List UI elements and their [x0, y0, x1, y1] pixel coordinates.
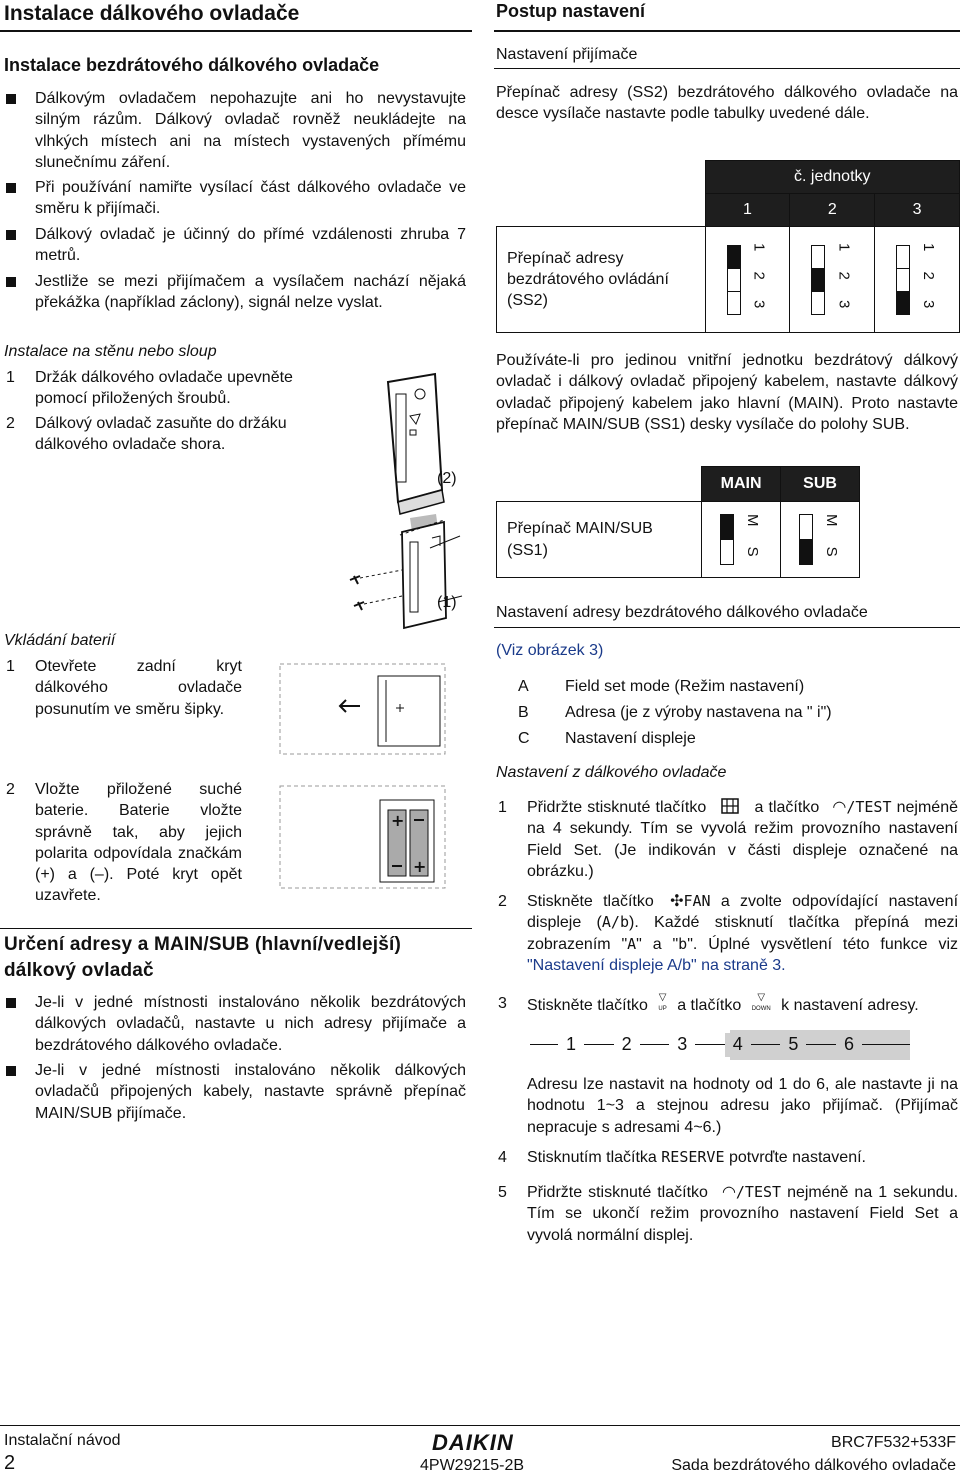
wall-step — [6, 413, 326, 456]
bullet-square-icon — [6, 230, 16, 240]
switch-cell — [875, 227, 960, 333]
bullet-text: Při používání namiřte vysílací část dálkového ovladače ve směru k přijímači. — [35, 179, 466, 218]
remote-step — [498, 797, 958, 882]
address-switch-label: Přepínač adresy bezdrátového ovládání (SS2) — [497, 227, 706, 333]
step-number: 1 — [6, 369, 15, 386]
step-text: Stisknutím tlačítka — [527, 1149, 657, 1166]
bullet-text: Jestliže se mezi přijímačem a vysílačem nachází nějaká překážka (například záclony), signál nelze vyslat. — [35, 273, 466, 312]
unit-number-header: č. jednotky — [705, 161, 959, 194]
step-text: a zvolte odpovídající nastavení displeje ( — [527, 893, 959, 932]
step-text: k nastavení adresy. — [781, 997, 919, 1014]
step-text: Přidržte stisknuté tlačítko — [527, 1184, 708, 1201]
fan-icon: ✣ — [670, 893, 684, 910]
inspection-icon: ◠ — [832, 799, 847, 816]
bullet-square-icon — [6, 94, 16, 104]
step-text: Stiskněte tlačítko — [527, 997, 648, 1014]
figure-label-2: (2) — [437, 470, 457, 487]
step-text: Držák dálkového ovladače upevněte pomocí přiložených šroubů. — [35, 369, 293, 408]
step-text: nejméně na 4 sekundy. Tím se vyvolá režim provozního nastavení Field Set. (Je indikován v části displeje označené na obrázku.) — [527, 799, 958, 880]
footer-doc-code: 4PW29215-2B — [420, 1457, 525, 1474]
down-button-icon: ▽ DOWN — [751, 992, 771, 1012]
reserve-button-label: RESERVE — [661, 1148, 725, 1166]
remote-step — [498, 891, 958, 976]
bullet-item — [6, 224, 466, 267]
main-col-header: MAIN — [702, 467, 781, 502]
address-section-title: Určení adresy a MAIN/SUB (hlavní/vedlejší) dálkový ovladač — [4, 934, 401, 981]
bullet-text: Je-li v jedné místnosti instalováno několik bezdrátových dálkových ovladačů, nastavte u nich adresy přijímače a bezdrátového dálkového ovladače. — [35, 994, 466, 1054]
sub-col-header: SUB — [781, 467, 860, 502]
remote-address-title: Nastavení adresy bezdrátového dálkového ovladače — [496, 604, 868, 621]
address-value: 5 — [780, 1033, 806, 1057]
unit-col-2: 2 — [790, 194, 875, 227]
legend-value: Nastavení displeje — [565, 730, 696, 747]
address-value: 6 — [836, 1033, 862, 1057]
switch-position-labels: M S — [823, 514, 840, 565]
main-sub-switch-table — [496, 466, 860, 578]
legend-item — [518, 702, 832, 723]
bullet-item — [6, 992, 466, 1056]
inspection-icon: ◠ — [721, 1184, 736, 1201]
switch-position-labels: M S — [744, 514, 762, 565]
unit-col-1: 1 — [705, 194, 790, 227]
step-number: 2 — [498, 893, 507, 910]
address-note: Adresu lze nastavit na hodnoty od 1 do 6, ale nastavte ji na hodnotu 1~3 a stejnou adresu jako přijímač. (Přijímač nepracuje s adresami 4~6.) — [527, 1076, 958, 1136]
step-number: 4 — [498, 1149, 507, 1166]
section-title-wireless-install: Instalace bezdrátového dálkového ovladače — [4, 55, 380, 75]
legend-value: Adresa (je z výroby nastavena na " i") — [565, 704, 832, 721]
wall-step — [6, 367, 326, 410]
legend-key: C — [518, 730, 530, 747]
step-text: ". Úplné vysvětlení této funkce viz — [687, 935, 958, 953]
step-text: Stiskněte tlačítko — [527, 893, 654, 910]
bullet-item — [6, 271, 466, 314]
grid-button-icon — [721, 798, 739, 814]
left-header-rule — [0, 30, 472, 32]
fan-button-label: FAN — [683, 892, 711, 910]
battery-title: Vkládání baterií — [4, 632, 116, 649]
step-text: Přidržte stisknuté tlačítko — [527, 799, 707, 816]
display-code: b — [678, 934, 688, 953]
wall-install-title: Instalace na stěnu nebo sloup — [4, 343, 217, 360]
dip-switch-icon — [727, 245, 741, 315]
bullet-square-icon — [6, 277, 16, 287]
switch-position-labels: 1 2 3 — [920, 242, 938, 317]
battery-step — [6, 656, 242, 720]
step-text: a tlačítko — [754, 799, 820, 816]
bullet-item — [6, 177, 466, 220]
switch-cell — [702, 502, 781, 578]
legend-value: Field set mode (Režim nastavení) — [565, 678, 805, 695]
step-text: ). Každé stisknutí tlačítka přepíná mezi zobrazením " — [527, 914, 959, 953]
legend-item — [518, 728, 696, 749]
bullet-square-icon — [6, 998, 16, 1008]
up-button-icon: ▽ UP — [658, 992, 667, 1012]
step-text: Dálkový ovladač zasuňte do držáku dálkového ovladače shora. — [35, 415, 287, 454]
right-header-rule — [494, 30, 960, 32]
main-sub-switch-label: Přepínač MAIN/SUB (SS1) — [497, 502, 702, 578]
address-value: 3 — [669, 1033, 695, 1057]
step-number: 1 — [6, 658, 15, 675]
display-code: A/b — [601, 913, 629, 932]
receiver-text: Přepínač adresy (SS2) bezdrátového dálkového ovladače na desce vysílače nastavte podle tabulky uvedené dále. — [496, 84, 958, 123]
footer-doc-title: Instalační návod — [4, 1432, 121, 1449]
step-text: nejméně na 1 sekundu. Tím se ukončí režim provozního nastavení Field Set a vyvolá normální displej. — [527, 1184, 959, 1244]
remote-step — [498, 993, 958, 1016]
see-figure-link[interactable]: (Viz obrázek 3) — [496, 642, 604, 659]
receiver-title-rule — [494, 68, 960, 69]
right-header-title: Postup nastavení — [496, 1, 646, 21]
switch-position-labels: 1 2 3 — [750, 242, 768, 317]
remote-address-rule — [494, 627, 960, 628]
dip-switch-icon — [896, 245, 910, 315]
address-switch-table — [496, 160, 960, 333]
step-text: Vložte přiložené suché baterie. Baterie vložte správně tak, aby jejich polarita odpovídala značkám (+) a (–). Poté kryt opět uzavřete. — [35, 781, 242, 905]
display-code: A — [627, 934, 637, 953]
step-text: " a " — [636, 935, 679, 953]
bullet-square-icon — [6, 1066, 16, 1076]
legend-item — [518, 676, 804, 697]
test-button-label: /TEST — [846, 798, 892, 816]
unit-col-3: 3 — [875, 194, 960, 227]
step-number: 2 — [6, 781, 15, 798]
switch-position-labels: 1 2 3 — [835, 242, 853, 317]
battery-cover-drawing — [270, 650, 460, 910]
battery-step — [6, 779, 242, 907]
footer-page-number: 2 — [4, 1452, 16, 1474]
step-text: a tlačítko — [677, 997, 742, 1014]
step-number: 5 — [498, 1184, 507, 1201]
figure-label-1: (1) — [437, 594, 457, 611]
bullet-text: Dálkovým ovladačem nepohazujte ani ho nevystavujte silným rázům. Dálkový ovladač rovněž neukládejte na vlhkých místech ani na místech vystavených přímému slunečnímu záření. — [35, 90, 466, 171]
main-sub-switch-icon — [720, 514, 734, 565]
step-text: potvrďte nastavení. — [728, 1149, 866, 1166]
svg-text:+: + — [413, 857, 427, 876]
remote-step — [498, 1182, 958, 1246]
from-remote-title: Nastavení z dálkového ovladače — [496, 764, 727, 781]
footer-product: Sada bezdrátového dálkového ovladače — [671, 1457, 956, 1474]
legend-key: A — [518, 678, 529, 695]
footer-model: BRC7F532+533F — [831, 1434, 956, 1451]
switch-cell — [781, 502, 860, 578]
switch-cell — [705, 227, 790, 333]
display-setting-link[interactable]: "Nastavení displeje A/b" na straně 3. — [527, 956, 786, 974]
address-title-rule — [0, 928, 472, 929]
bullet-text: Je-li v jedné místnosti instalováno několik dálkových ovladačů připojených kabely, nastavte správně přepínač MAIN/SUB přijímače. — [35, 1062, 466, 1122]
left-header-title: Instalace dálkového ovladače — [4, 2, 300, 25]
svg-text:+: + — [391, 811, 405, 830]
address-sequence — [530, 1030, 910, 1060]
bullet-text: Dálkový ovladač je účinný do přímé vzdálenosti zhruba 7 metrů. — [35, 226, 466, 265]
main-sub-switch-icon — [799, 514, 813, 565]
footer-rule — [0, 1425, 960, 1426]
remote-step — [498, 1147, 958, 1168]
address-value: 4 — [725, 1033, 751, 1057]
step-number: 3 — [498, 995, 507, 1012]
dip-switch-icon — [811, 245, 825, 315]
step-number: 1 — [498, 799, 507, 816]
step-number: 2 — [6, 415, 15, 432]
switch-cell — [790, 227, 875, 333]
receiver-setting-title: Nastavení přijímače — [496, 46, 638, 63]
test-button-label: /TEST — [735, 1183, 782, 1201]
bullet-square-icon — [6, 183, 16, 193]
address-value: 1 — [558, 1033, 584, 1057]
main-sub-text: Používáte-li pro jedinou vnitřní jednotku bezdrátový dálkový ovladač i dálkový ovladač připojený kabelem, nastavte dálkový ovladač připojený kabelem jako hlavní (MAIN). Proto nastavte přepínač MAIN/SUB (SS1) desky vysílače do polohy SUB. — [496, 352, 958, 433]
daikin-logo: DAIKIN — [432, 1430, 514, 1455]
battery-illustration — [270, 650, 460, 910]
address-value: 2 — [614, 1033, 640, 1057]
step-text: Otevřete zadní kryt dálkového ovladače posunutím ve směru šipky. — [35, 658, 242, 718]
bullet-item — [6, 88, 466, 173]
bullet-item — [6, 1060, 466, 1124]
legend-key: B — [518, 704, 529, 721]
